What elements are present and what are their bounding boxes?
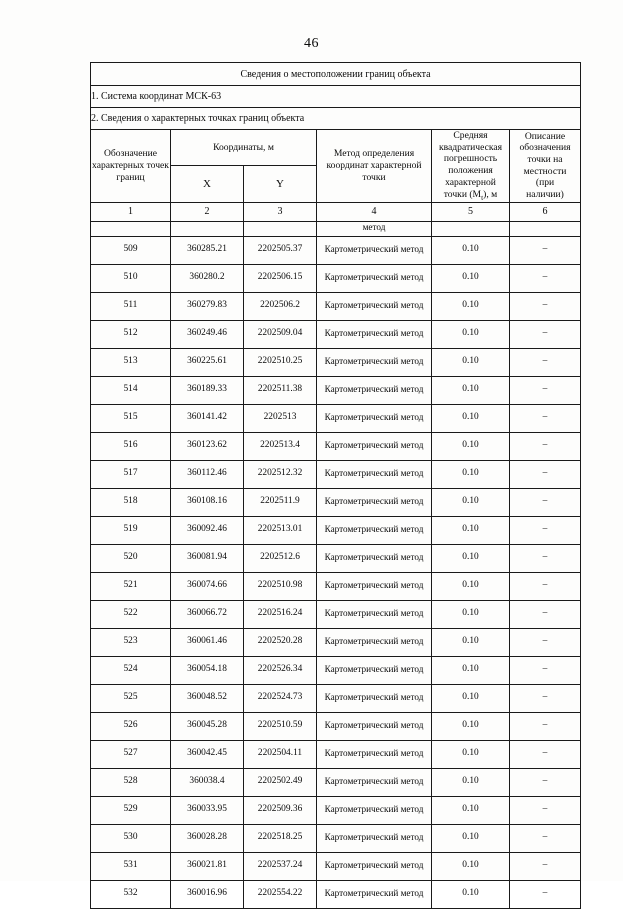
cell-x: 360141.42 bbox=[171, 404, 244, 432]
column-number-1: 1 bbox=[91, 202, 171, 221]
cell-y: 2202513.4 bbox=[244, 432, 317, 460]
header-row-top bbox=[91, 130, 581, 166]
cell-error: 0.10 bbox=[432, 656, 510, 684]
header-error-line-5: характерной bbox=[445, 176, 496, 188]
cell-point: 510 bbox=[91, 264, 171, 292]
cell-x: 360189.33 bbox=[171, 376, 244, 404]
section-1-row bbox=[91, 86, 581, 108]
table-row bbox=[91, 488, 581, 516]
table-row bbox=[91, 768, 581, 796]
cell-y: 2202502.49 bbox=[244, 768, 317, 796]
cell-method: Картометрический метод bbox=[317, 404, 432, 432]
cell-description: – bbox=[510, 824, 581, 852]
cell-point: 509 bbox=[91, 236, 171, 264]
cell-y: 2202509.04 bbox=[244, 320, 317, 348]
cell-y: 2202554.22 bbox=[244, 880, 317, 908]
section-2-row bbox=[91, 108, 581, 130]
header-coordinates-group: Координаты, м bbox=[171, 130, 317, 166]
table-row bbox=[91, 544, 581, 572]
cell-error: 0.10 bbox=[432, 544, 510, 572]
table-row bbox=[91, 460, 581, 488]
cell-method: Картометрический метод bbox=[317, 320, 432, 348]
cell-description: – bbox=[510, 376, 581, 404]
cell-point: 520 bbox=[91, 544, 171, 572]
cell-error: 0.10 bbox=[432, 796, 510, 824]
cell-method: Картометрический метод bbox=[317, 348, 432, 376]
cell-description: – bbox=[510, 740, 581, 768]
cell-y: 2202524.73 bbox=[244, 684, 317, 712]
cell-y: 2202513.01 bbox=[244, 516, 317, 544]
cell-y: 2202509.36 bbox=[244, 796, 317, 824]
cell-point: 511 bbox=[91, 292, 171, 320]
cell-error: 0.10 bbox=[432, 572, 510, 600]
cell-x: 360045.28 bbox=[171, 712, 244, 740]
cell-x: 360279.83 bbox=[171, 292, 244, 320]
header-x: X bbox=[171, 165, 244, 202]
cell-description: – bbox=[510, 404, 581, 432]
cell-method: Картометрический метод bbox=[317, 432, 432, 460]
cell-error: 0.10 bbox=[432, 460, 510, 488]
cell-point: 532 bbox=[91, 880, 171, 908]
cell-error: 0.10 bbox=[432, 768, 510, 796]
cell-y: 2202510.25 bbox=[244, 348, 317, 376]
cell-x bbox=[171, 221, 244, 236]
cell-x: 360225.61 bbox=[171, 348, 244, 376]
header-error-line-6-post: ), м bbox=[483, 188, 498, 200]
cell-error: 0.10 bbox=[432, 740, 510, 768]
cell-method: Картометрический метод bbox=[317, 824, 432, 852]
header-error-line-4: положения bbox=[448, 165, 493, 177]
header-description-line-5: (при bbox=[535, 177, 555, 189]
header-error-subscript: t bbox=[481, 192, 484, 202]
header-description-line-4: местности bbox=[523, 165, 567, 177]
cell-method: метод bbox=[317, 221, 432, 236]
cell-error: 0.10 bbox=[432, 432, 510, 460]
cell-x: 360280.2 bbox=[171, 264, 244, 292]
cell-y: 2202506.15 bbox=[244, 264, 317, 292]
header-error-line-2: квадратическая bbox=[438, 141, 503, 153]
cell-y: 2202512.32 bbox=[244, 460, 317, 488]
cell-point: 531 bbox=[91, 852, 171, 880]
cell-error: 0.10 bbox=[432, 600, 510, 628]
cell-x: 360066.72 bbox=[171, 600, 244, 628]
cell-method: Картометрический метод bbox=[317, 488, 432, 516]
coordinate-system-label: 1. Система координат МСК-63 bbox=[91, 86, 581, 108]
header-error-line-3: погрешность bbox=[443, 153, 498, 165]
cell-x: 360028.28 bbox=[171, 824, 244, 852]
table-row bbox=[91, 824, 581, 852]
cell-method: Картометрический метод bbox=[317, 684, 432, 712]
cell-error: 0.10 bbox=[432, 348, 510, 376]
table-row bbox=[91, 852, 581, 880]
cell-method: Картометрический метод bbox=[317, 460, 432, 488]
table-title-row bbox=[91, 63, 581, 86]
cell-x: 360108.16 bbox=[171, 488, 244, 516]
cell-description: – bbox=[510, 572, 581, 600]
cell-y: 2202516.24 bbox=[244, 600, 317, 628]
cell-x: 360081.94 bbox=[171, 544, 244, 572]
header-description-line-3: точки на bbox=[527, 154, 563, 166]
cell-y: 2202518.25 bbox=[244, 824, 317, 852]
cell-error: 0.10 bbox=[432, 684, 510, 712]
header-method: Метод определения координат характерной точки bbox=[317, 130, 432, 203]
cell-description: – bbox=[510, 432, 581, 460]
cell-x: 360038.4 bbox=[171, 768, 244, 796]
cell-error: 0.10 bbox=[432, 824, 510, 852]
header-error-line-1: Средняя bbox=[453, 130, 488, 141]
header-description-line-6: наличии) bbox=[526, 189, 564, 201]
cell-error: 0.10 bbox=[432, 320, 510, 348]
table-row bbox=[91, 404, 581, 432]
cell-description: – bbox=[510, 656, 581, 684]
cell-y: 2202526.34 bbox=[244, 656, 317, 684]
cell-y: 2202510.98 bbox=[244, 572, 317, 600]
cell-method: Картометрический метод bbox=[317, 712, 432, 740]
table-row bbox=[91, 320, 581, 348]
cell-description: – bbox=[510, 628, 581, 656]
cell-point: 527 bbox=[91, 740, 171, 768]
cell-method: Картометрический метод bbox=[317, 600, 432, 628]
cell-error: 0.10 bbox=[432, 488, 510, 516]
column-number-row bbox=[91, 202, 581, 221]
cell-description bbox=[510, 221, 581, 236]
cell-x: 360074.66 bbox=[171, 572, 244, 600]
table-row bbox=[91, 712, 581, 740]
cell-point: 525 bbox=[91, 684, 171, 712]
cell-y: 2202537.24 bbox=[244, 852, 317, 880]
cell-method: Картометрический метод bbox=[317, 656, 432, 684]
table-row bbox=[91, 516, 581, 544]
cell-point: 522 bbox=[91, 600, 171, 628]
cell-description: – bbox=[510, 320, 581, 348]
cell-point: 530 bbox=[91, 824, 171, 852]
cell-error: 0.10 bbox=[432, 264, 510, 292]
cell-point: 519 bbox=[91, 516, 171, 544]
cell-error: 0.10 bbox=[432, 236, 510, 264]
cell-point: 512 bbox=[91, 320, 171, 348]
cell-description: – bbox=[510, 292, 581, 320]
cell-y: 2202510.59 bbox=[244, 712, 317, 740]
cell-y: 2202511.9 bbox=[244, 488, 317, 516]
table-row bbox=[91, 264, 581, 292]
header-point-designation: Обозначение характерных точек границ bbox=[91, 130, 171, 203]
table-row bbox=[91, 236, 581, 264]
page-number: 46 bbox=[304, 36, 319, 51]
cell-method: Картометрический метод bbox=[317, 544, 432, 572]
cell-method: Картометрический метод bbox=[317, 292, 432, 320]
table-title: Сведения о местоположении границ объекта bbox=[91, 63, 581, 86]
table-row-continuation bbox=[91, 221, 581, 236]
cell-y: 2202511.38 bbox=[244, 376, 317, 404]
cell-description: – bbox=[510, 796, 581, 824]
boundary-points-table bbox=[90, 62, 581, 909]
cell-description: – bbox=[510, 600, 581, 628]
cell-method: Картометрический метод bbox=[317, 516, 432, 544]
column-number-6: 6 bbox=[510, 202, 581, 221]
header-description-line-1: Описание bbox=[524, 130, 566, 142]
header-description bbox=[510, 130, 581, 203]
cell-error bbox=[432, 221, 510, 236]
cell-error: 0.10 bbox=[432, 292, 510, 320]
cell-method: Картометрический метод bbox=[317, 740, 432, 768]
cell-point: 517 bbox=[91, 460, 171, 488]
cell-method: Картометрический метод bbox=[317, 628, 432, 656]
cell-x: 360285.21 bbox=[171, 236, 244, 264]
cell-x: 360042.45 bbox=[171, 740, 244, 768]
cell-x: 360048.52 bbox=[171, 684, 244, 712]
cell-point: 526 bbox=[91, 712, 171, 740]
table-row bbox=[91, 600, 581, 628]
cell-description: – bbox=[510, 684, 581, 712]
column-number-4: 4 bbox=[317, 202, 432, 221]
table-row bbox=[91, 572, 581, 600]
header-description-line-2: обозначения bbox=[519, 142, 571, 154]
cell-error: 0.10 bbox=[432, 516, 510, 544]
cell-description: – bbox=[510, 544, 581, 572]
cell-x: 360021.81 bbox=[171, 852, 244, 880]
cell-description: – bbox=[510, 348, 581, 376]
points-section-label: 2. Сведения о характерных точках границ объекта bbox=[91, 108, 581, 130]
header-y: Y bbox=[244, 165, 317, 202]
cell-description: – bbox=[510, 460, 581, 488]
cell-point: 513 bbox=[91, 348, 171, 376]
cell-description: – bbox=[510, 852, 581, 880]
cell-point: 524 bbox=[91, 656, 171, 684]
cell-description: – bbox=[510, 880, 581, 908]
cell-description: – bbox=[510, 236, 581, 264]
cell-x: 360016.96 bbox=[171, 880, 244, 908]
cell-method: Картометрический метод bbox=[317, 796, 432, 824]
cell-error: 0.10 bbox=[432, 880, 510, 908]
cell-description: – bbox=[510, 516, 581, 544]
cell-point: 514 bbox=[91, 376, 171, 404]
table-row bbox=[91, 796, 581, 824]
cell-point: 516 bbox=[91, 432, 171, 460]
cell-description: – bbox=[510, 768, 581, 796]
cell-description: – bbox=[510, 264, 581, 292]
cell-description: – bbox=[510, 488, 581, 516]
cell-method: Картометрический метод bbox=[317, 264, 432, 292]
cell-description: – bbox=[510, 712, 581, 740]
cell-method: Картометрический метод bbox=[317, 768, 432, 796]
table-row bbox=[91, 348, 581, 376]
cell-y: 2202520.28 bbox=[244, 628, 317, 656]
cell-x: 360033.95 bbox=[171, 796, 244, 824]
cell-y: 2202512.6 bbox=[244, 544, 317, 572]
cell-point: 521 bbox=[91, 572, 171, 600]
header-mean-square-error bbox=[432, 130, 510, 203]
column-number-5: 5 bbox=[432, 202, 510, 221]
cell-y: 2202504.11 bbox=[244, 740, 317, 768]
cell-point: 518 bbox=[91, 488, 171, 516]
cell-point: 523 bbox=[91, 628, 171, 656]
cell-x: 360123.62 bbox=[171, 432, 244, 460]
cell-y: 2202513 bbox=[244, 404, 317, 432]
cell-point: 515 bbox=[91, 404, 171, 432]
cell-x: 360112.46 bbox=[171, 460, 244, 488]
table-row bbox=[91, 880, 581, 908]
cell-y: 2202506.2 bbox=[244, 292, 317, 320]
table-row bbox=[91, 656, 581, 684]
cell-error: 0.10 bbox=[432, 376, 510, 404]
table-row bbox=[91, 740, 581, 768]
cell-x: 360061.46 bbox=[171, 628, 244, 656]
table-row bbox=[91, 376, 581, 404]
table-row bbox=[91, 684, 581, 712]
cell-method: Картометрический метод bbox=[317, 852, 432, 880]
cell-y: 2202505.37 bbox=[244, 236, 317, 264]
header-error-line-6-pre: точки (M bbox=[443, 188, 482, 200]
cell-method: Картометрический метод bbox=[317, 572, 432, 600]
cell-error: 0.10 bbox=[432, 404, 510, 432]
column-number-2: 2 bbox=[171, 202, 244, 221]
cell-method: Картометрический метод bbox=[317, 236, 432, 264]
cell-error: 0.10 bbox=[432, 628, 510, 656]
cell-point: 529 bbox=[91, 796, 171, 824]
cell-error: 0.10 bbox=[432, 852, 510, 880]
table-row bbox=[91, 292, 581, 320]
cell-method: Картометрический метод bbox=[317, 880, 432, 908]
cell-method: Картометрический метод bbox=[317, 376, 432, 404]
cell-x: 360054.18 bbox=[171, 656, 244, 684]
table-row bbox=[91, 628, 581, 656]
cell-error: 0.10 bbox=[432, 712, 510, 740]
cell-point bbox=[91, 221, 171, 236]
column-number-3: 3 bbox=[244, 202, 317, 221]
cell-point: 528 bbox=[91, 768, 171, 796]
cell-x: 360092.46 bbox=[171, 516, 244, 544]
table-row bbox=[91, 432, 581, 460]
cell-y bbox=[244, 221, 317, 236]
cell-x: 360249.46 bbox=[171, 320, 244, 348]
